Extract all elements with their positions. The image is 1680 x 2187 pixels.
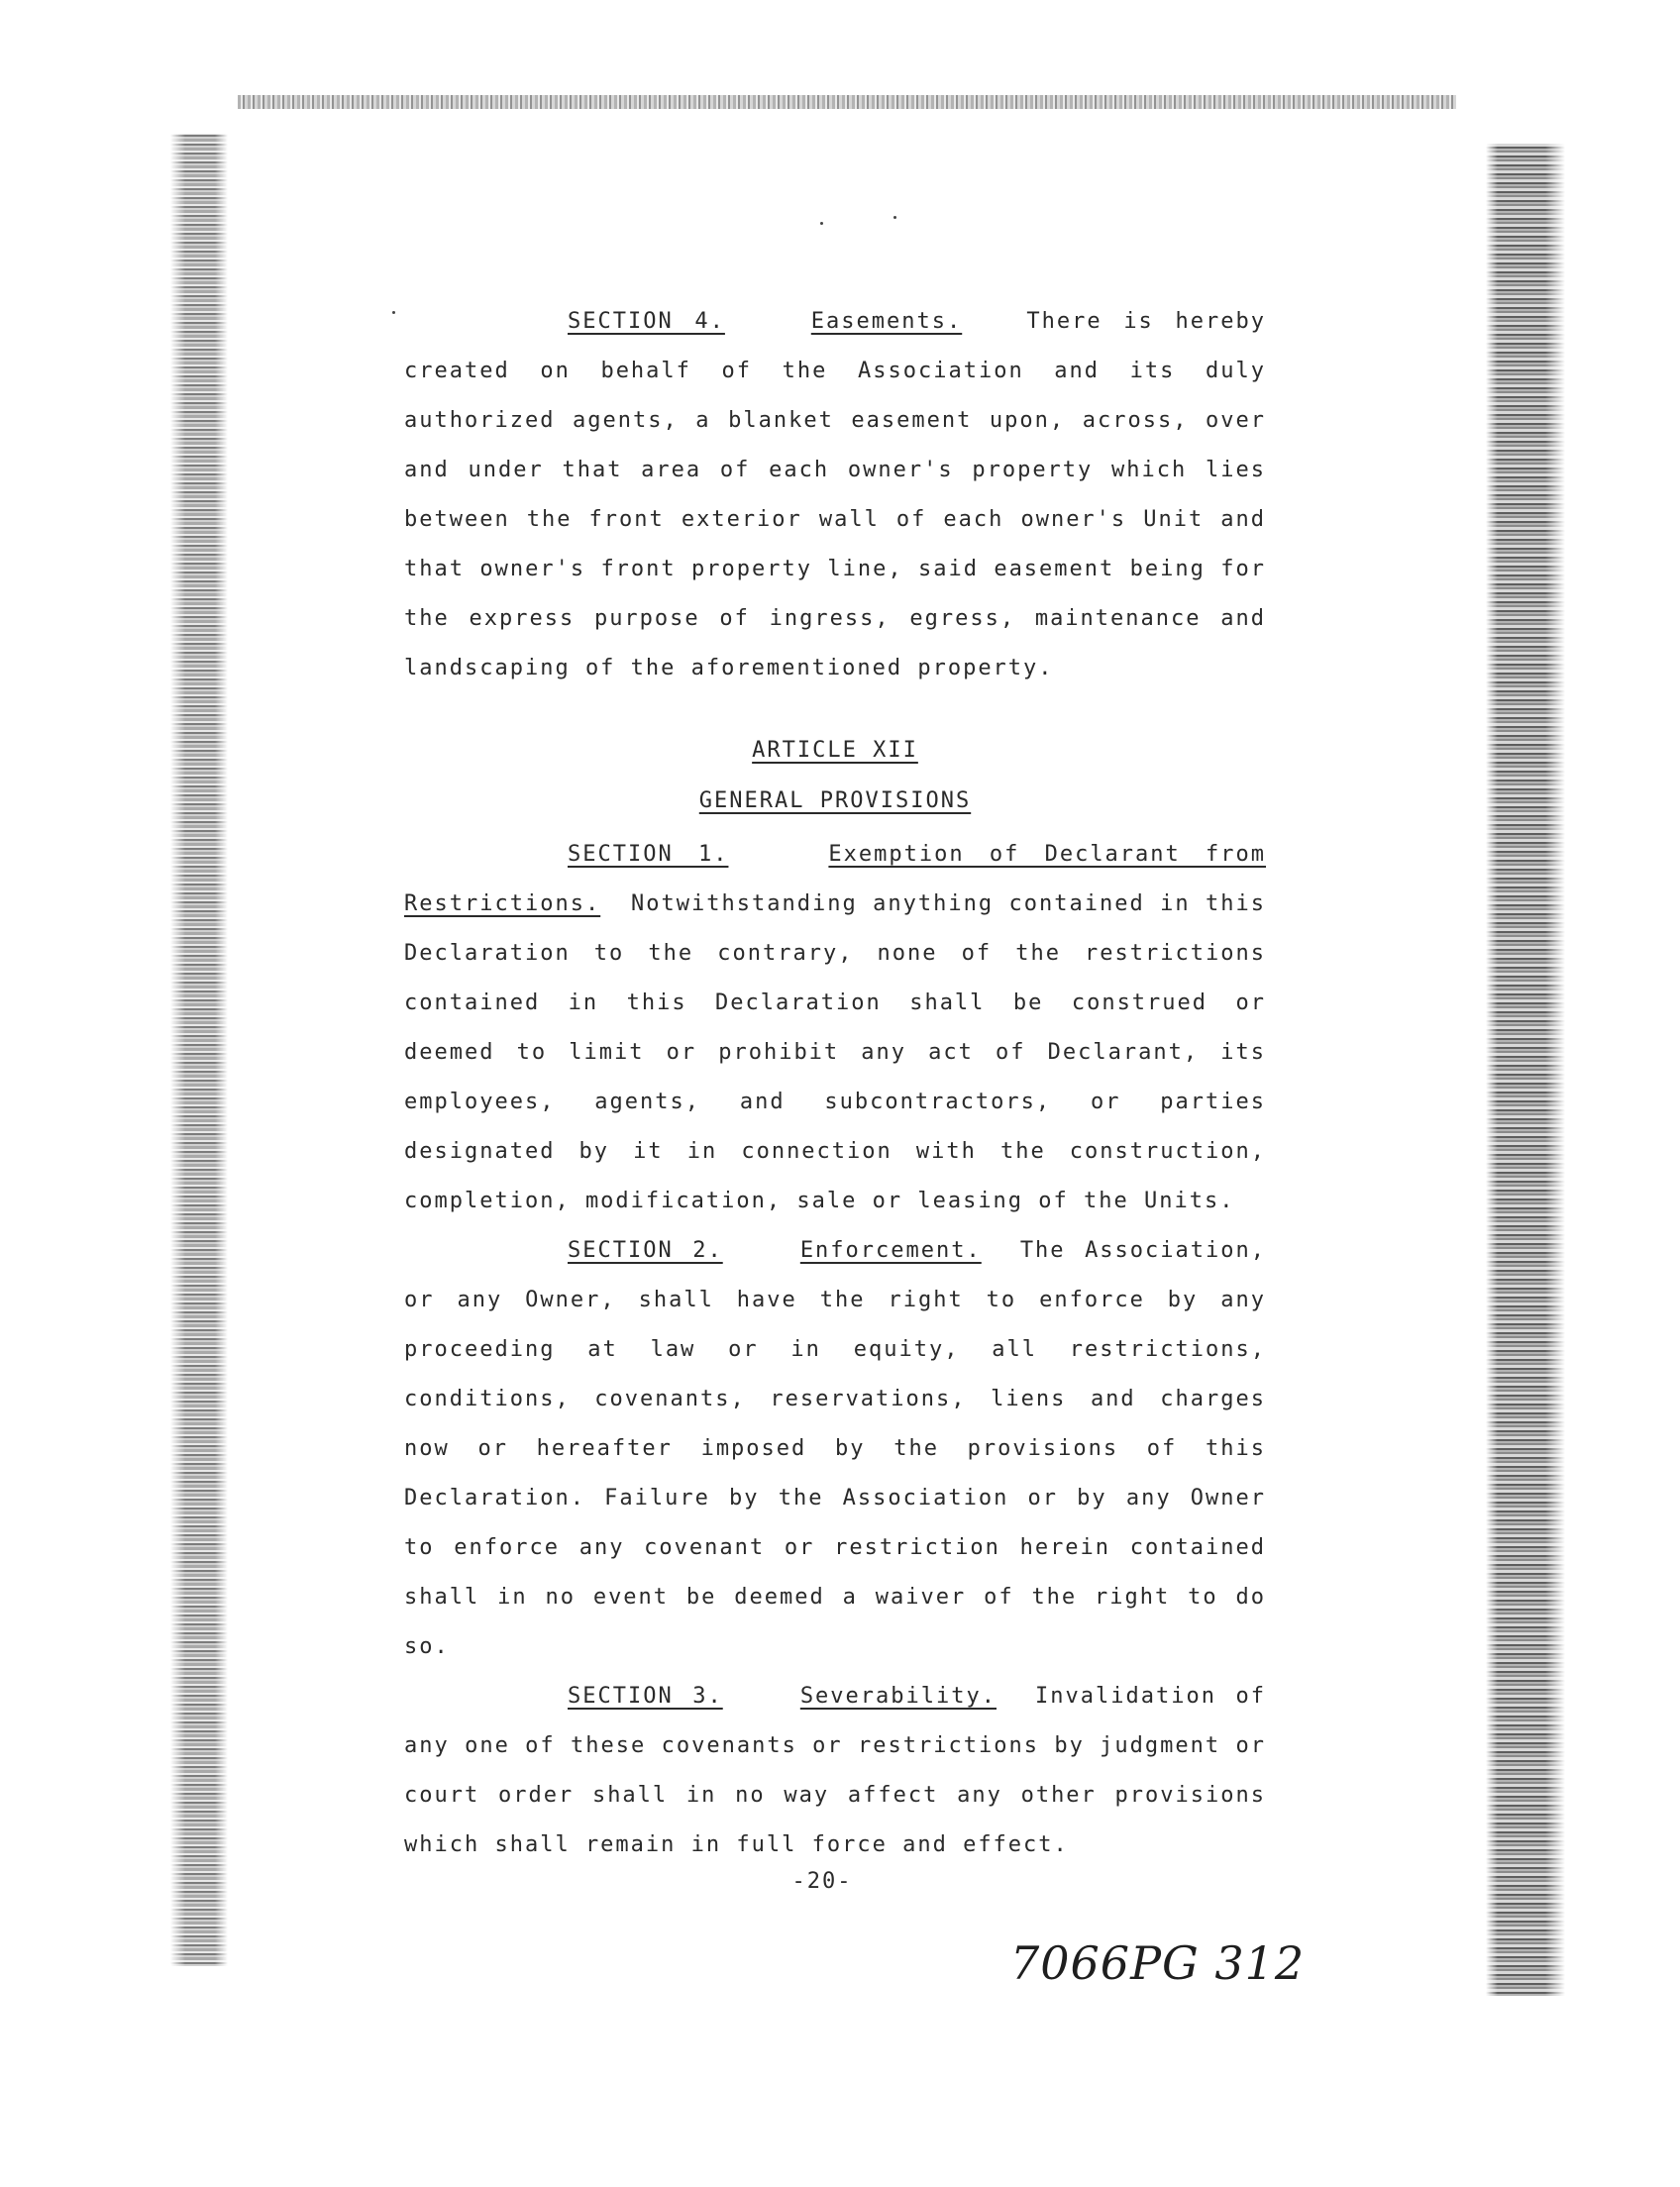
scan-right-edge — [1486, 144, 1565, 1996]
section-2-title: Enforcement. — [799, 1238, 982, 1263]
section-3-body: Invalidation of any one of these covenants or restrictions by judgment or court order shall in no way affect any other provisions which shall remain in full force and effect. — [404, 1684, 1266, 1857]
section-3-paragraph — [404, 1672, 1266, 1870]
section-1-label: SECTION 1. — [568, 842, 729, 867]
section-4-title: Easements. — [810, 309, 963, 334]
scan-speck — [392, 311, 395, 314]
section-1-title: Exemption of Declarant from Restrictions. — [404, 842, 1267, 916]
section-2-label: SECTION 2. — [568, 1238, 723, 1263]
page-number: -20- — [791, 1869, 853, 1894]
article-heading: GENERAL PROVISIONS — [698, 788, 972, 813]
section-4-paragraph — [404, 297, 1266, 693]
article-number: ARTICLE XII — [752, 738, 918, 763]
section-4-body: There is hereby created on behalf of the Association and its duly authorized agents, a blanket easement upon, across, over and under that area of each owner's property which lies between the front exterior wall of each owner's Unit and that owner's front property line, said easement being for the express purpose of ingress, egress, maintenance and landscaping of the aforementioned property. — [404, 309, 1266, 680]
section-1-paragraph — [404, 830, 1266, 1226]
scan-left-edge — [170, 134, 228, 1966]
scan-speck — [820, 222, 823, 225]
section-4-label: SECTION 4. — [568, 309, 725, 334]
section-3-label: SECTION 3. — [568, 1684, 723, 1709]
section-2-paragraph — [404, 1226, 1266, 1672]
scan-speck — [893, 216, 896, 219]
scan-top-border — [238, 95, 1456, 109]
section-3-title: Severability. — [799, 1684, 997, 1709]
section-1-body: Notwithstanding anything contained in this Declaration to the contrary, none of the restrictions contained in this Declaration shall be construed or deemed to limit or prohibit any act of Declarant, its employees, agents, and subcontractors, or parties designated by it in connection with the construction, completion, modification, sale or leasing of the Units. — [404, 891, 1267, 1213]
book-page-stamp: 7066PG 312 — [1010, 1936, 1306, 1990]
section-2-body: The Association, or any Owner, shall have the right to enforce by any proceeding at law or in equity, all restrictions, conditions, covenants, reservations, liens and charges now or hereafter imposed by the provisions of this Declaration. Failure by the Association or by any Owner to enforce any covenant or restriction herein contained shall in no event be deemed a waiver of the right to do so. — [404, 1238, 1267, 1659]
